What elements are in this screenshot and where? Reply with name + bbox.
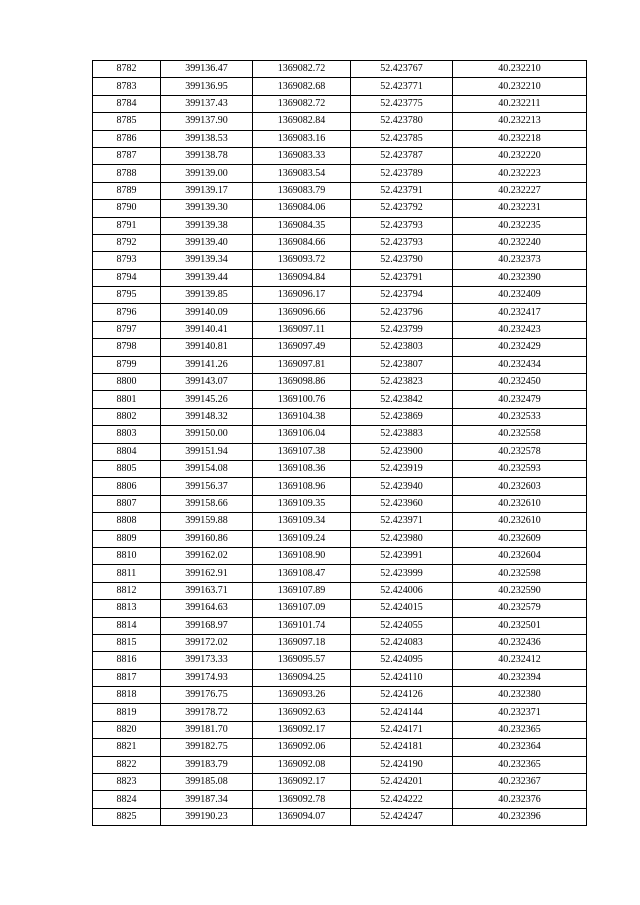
x-coordinate-cell: 399137.90 — [161, 113, 253, 130]
longitude-cell: 40.232434 — [453, 356, 587, 373]
latitude-cell: 52.423767 — [351, 61, 453, 78]
y-coordinate-cell: 1369107.38 — [253, 443, 351, 460]
longitude-cell: 40.232210 — [453, 61, 587, 78]
point-number-cell: 8789 — [93, 182, 161, 199]
x-coordinate-cell: 399140.41 — [161, 321, 253, 338]
y-coordinate-cell: 1369108.47 — [253, 565, 351, 582]
point-number-cell: 8793 — [93, 252, 161, 269]
y-coordinate-cell: 1369083.54 — [253, 165, 351, 182]
x-coordinate-cell: 399182.75 — [161, 739, 253, 756]
longitude-cell: 40.232365 — [453, 721, 587, 738]
x-coordinate-cell: 399173.33 — [161, 652, 253, 669]
latitude-cell: 52.423771 — [351, 78, 453, 95]
y-coordinate-cell: 1369100.76 — [253, 391, 351, 408]
table-row — [93, 774, 587, 791]
y-coordinate-cell: 1369095.57 — [253, 652, 351, 669]
y-coordinate-cell: 1369084.35 — [253, 217, 351, 234]
table-row — [93, 217, 587, 234]
x-coordinate-cell: 399151.94 — [161, 443, 253, 460]
x-coordinate-cell: 399141.26 — [161, 356, 253, 373]
x-coordinate-cell: 399136.95 — [161, 78, 253, 95]
latitude-cell: 52.423796 — [351, 304, 453, 321]
latitude-cell: 52.424190 — [351, 756, 453, 773]
point-number-cell: 8800 — [93, 374, 161, 391]
table-row — [93, 530, 587, 547]
x-coordinate-cell: 399183.79 — [161, 756, 253, 773]
table-row — [93, 304, 587, 321]
table-row — [93, 252, 587, 269]
table-row — [93, 95, 587, 112]
longitude-cell: 40.232240 — [453, 234, 587, 251]
point-number-cell: 8806 — [93, 478, 161, 495]
longitude-cell: 40.232213 — [453, 113, 587, 130]
point-number-cell: 8790 — [93, 200, 161, 217]
y-coordinate-cell: 1369083.16 — [253, 130, 351, 147]
x-coordinate-cell: 399139.85 — [161, 287, 253, 304]
point-number-cell: 8821 — [93, 739, 161, 756]
point-number-cell: 8794 — [93, 269, 161, 286]
point-number-cell: 8783 — [93, 78, 161, 95]
longitude-cell: 40.232598 — [453, 565, 587, 582]
latitude-cell: 52.423785 — [351, 130, 453, 147]
longitude-cell: 40.232231 — [453, 200, 587, 217]
x-coordinate-cell: 399143.07 — [161, 374, 253, 391]
x-coordinate-cell: 399154.08 — [161, 460, 253, 477]
y-coordinate-cell: 1369092.17 — [253, 721, 351, 738]
table-row — [93, 391, 587, 408]
y-coordinate-cell: 1369083.79 — [253, 182, 351, 199]
y-coordinate-cell: 1369092.78 — [253, 791, 351, 808]
y-coordinate-cell: 1369109.34 — [253, 513, 351, 530]
x-coordinate-cell: 399156.37 — [161, 478, 253, 495]
x-coordinate-cell: 399148.32 — [161, 408, 253, 425]
y-coordinate-cell: 1369096.66 — [253, 304, 351, 321]
coordinate-table-body — [93, 61, 587, 826]
x-coordinate-cell: 399139.30 — [161, 200, 253, 217]
longitude-cell: 40.232423 — [453, 321, 587, 338]
table-row — [93, 513, 587, 530]
table-row — [93, 600, 587, 617]
point-number-cell: 8814 — [93, 617, 161, 634]
latitude-cell: 52.423823 — [351, 374, 453, 391]
table-row — [93, 547, 587, 564]
latitude-cell: 52.423919 — [351, 460, 453, 477]
y-coordinate-cell: 1369108.96 — [253, 478, 351, 495]
latitude-cell: 52.423792 — [351, 200, 453, 217]
point-number-cell: 8810 — [93, 547, 161, 564]
longitude-cell: 40.232610 — [453, 495, 587, 512]
point-number-cell: 8808 — [93, 513, 161, 530]
y-coordinate-cell: 1369082.84 — [253, 113, 351, 130]
y-coordinate-cell: 1369084.66 — [253, 234, 351, 251]
x-coordinate-cell: 399145.26 — [161, 391, 253, 408]
point-number-cell: 8809 — [93, 530, 161, 547]
latitude-cell: 52.424095 — [351, 652, 453, 669]
y-coordinate-cell: 1369092.17 — [253, 774, 351, 791]
point-number-cell: 8811 — [93, 565, 161, 582]
latitude-cell: 52.423794 — [351, 287, 453, 304]
latitude-cell: 52.424171 — [351, 721, 453, 738]
point-number-cell: 8784 — [93, 95, 161, 112]
table-row — [93, 374, 587, 391]
longitude-cell: 40.232590 — [453, 582, 587, 599]
point-number-cell: 8804 — [93, 443, 161, 460]
point-number-cell: 8818 — [93, 687, 161, 704]
y-coordinate-cell: 1369092.06 — [253, 739, 351, 756]
longitude-cell: 40.232223 — [453, 165, 587, 182]
point-number-cell: 8816 — [93, 652, 161, 669]
x-coordinate-cell: 399160.86 — [161, 530, 253, 547]
latitude-cell: 52.423900 — [351, 443, 453, 460]
table-row — [93, 808, 587, 825]
table-row — [93, 687, 587, 704]
point-number-cell: 8792 — [93, 234, 161, 251]
x-coordinate-cell: 399139.38 — [161, 217, 253, 234]
y-coordinate-cell: 1369109.35 — [253, 495, 351, 512]
point-number-cell: 8813 — [93, 600, 161, 617]
x-coordinate-cell: 399174.93 — [161, 669, 253, 686]
longitude-cell: 40.232579 — [453, 600, 587, 617]
table-row — [93, 443, 587, 460]
table-row — [93, 339, 587, 356]
point-number-cell: 8791 — [93, 217, 161, 234]
latitude-cell: 52.423793 — [351, 217, 453, 234]
latitude-cell: 52.423999 — [351, 565, 453, 582]
longitude-cell: 40.232235 — [453, 217, 587, 234]
x-coordinate-cell: 399159.88 — [161, 513, 253, 530]
latitude-cell: 52.423940 — [351, 478, 453, 495]
latitude-cell: 52.423787 — [351, 147, 453, 164]
table-row — [93, 287, 587, 304]
longitude-cell: 40.232376 — [453, 791, 587, 808]
table-row — [93, 565, 587, 582]
latitude-cell: 52.423793 — [351, 234, 453, 251]
longitude-cell: 40.232394 — [453, 669, 587, 686]
y-coordinate-cell: 1369084.06 — [253, 200, 351, 217]
y-coordinate-cell: 1369096.17 — [253, 287, 351, 304]
longitude-cell: 40.232501 — [453, 617, 587, 634]
x-coordinate-cell: 399164.63 — [161, 600, 253, 617]
point-number-cell: 8815 — [93, 634, 161, 651]
point-number-cell: 8788 — [93, 165, 161, 182]
y-coordinate-cell: 1369094.84 — [253, 269, 351, 286]
point-number-cell: 8824 — [93, 791, 161, 808]
longitude-cell: 40.232610 — [453, 513, 587, 530]
point-number-cell: 8805 — [93, 460, 161, 477]
y-coordinate-cell: 1369092.63 — [253, 704, 351, 721]
longitude-cell: 40.232479 — [453, 391, 587, 408]
longitude-cell: 40.232412 — [453, 652, 587, 669]
point-number-cell: 8795 — [93, 287, 161, 304]
y-coordinate-cell: 1369093.72 — [253, 252, 351, 269]
table-row — [93, 426, 587, 443]
x-coordinate-cell: 399139.40 — [161, 234, 253, 251]
longitude-cell: 40.232558 — [453, 426, 587, 443]
longitude-cell: 40.232211 — [453, 95, 587, 112]
point-number-cell: 8797 — [93, 321, 161, 338]
latitude-cell: 52.423790 — [351, 252, 453, 269]
longitude-cell: 40.232417 — [453, 304, 587, 321]
y-coordinate-cell: 1369106.04 — [253, 426, 351, 443]
x-coordinate-cell: 399162.02 — [161, 547, 253, 564]
y-coordinate-cell: 1369094.07 — [253, 808, 351, 825]
latitude-cell: 52.424126 — [351, 687, 453, 704]
longitude-cell: 40.232367 — [453, 774, 587, 791]
table-row — [93, 408, 587, 425]
table-row — [93, 234, 587, 251]
table-row — [93, 182, 587, 199]
longitude-cell: 40.232604 — [453, 547, 587, 564]
y-coordinate-cell: 1369107.09 — [253, 600, 351, 617]
longitude-cell: 40.232390 — [453, 269, 587, 286]
x-coordinate-cell: 399139.34 — [161, 252, 253, 269]
latitude-cell: 52.424110 — [351, 669, 453, 686]
x-coordinate-cell: 399150.00 — [161, 426, 253, 443]
y-coordinate-cell: 1369097.11 — [253, 321, 351, 338]
coordinate-table — [92, 60, 587, 826]
point-number-cell: 8799 — [93, 356, 161, 373]
longitude-cell: 40.232227 — [453, 182, 587, 199]
latitude-cell: 52.424247 — [351, 808, 453, 825]
table-row — [93, 478, 587, 495]
x-coordinate-cell: 399137.43 — [161, 95, 253, 112]
y-coordinate-cell: 1369097.49 — [253, 339, 351, 356]
longitude-cell: 40.232396 — [453, 808, 587, 825]
table-row — [93, 147, 587, 164]
x-coordinate-cell: 399138.53 — [161, 130, 253, 147]
table-row — [93, 200, 587, 217]
point-number-cell: 8822 — [93, 756, 161, 773]
table-row — [93, 634, 587, 651]
table-row — [93, 269, 587, 286]
latitude-cell: 52.423971 — [351, 513, 453, 530]
point-number-cell: 8825 — [93, 808, 161, 825]
table-row — [93, 669, 587, 686]
y-coordinate-cell: 1369082.72 — [253, 61, 351, 78]
latitude-cell: 52.423780 — [351, 113, 453, 130]
y-coordinate-cell: 1369094.25 — [253, 669, 351, 686]
y-coordinate-cell: 1369104.38 — [253, 408, 351, 425]
y-coordinate-cell: 1369108.36 — [253, 460, 351, 477]
x-coordinate-cell: 399140.09 — [161, 304, 253, 321]
y-coordinate-cell: 1369109.24 — [253, 530, 351, 547]
x-coordinate-cell: 399158.66 — [161, 495, 253, 512]
table-row — [93, 617, 587, 634]
x-coordinate-cell: 399163.71 — [161, 582, 253, 599]
latitude-cell: 52.424015 — [351, 600, 453, 617]
point-number-cell: 8812 — [93, 582, 161, 599]
longitude-cell: 40.232436 — [453, 634, 587, 651]
table-row — [93, 321, 587, 338]
x-coordinate-cell: 399138.78 — [161, 147, 253, 164]
longitude-cell: 40.232429 — [453, 339, 587, 356]
longitude-cell: 40.232450 — [453, 374, 587, 391]
latitude-cell: 52.423803 — [351, 339, 453, 356]
table-row — [93, 165, 587, 182]
table-row — [93, 460, 587, 477]
table-row — [93, 791, 587, 808]
y-coordinate-cell: 1369108.90 — [253, 547, 351, 564]
latitude-cell: 52.423960 — [351, 495, 453, 512]
longitude-cell: 40.232371 — [453, 704, 587, 721]
longitude-cell: 40.232365 — [453, 756, 587, 773]
x-coordinate-cell: 399185.08 — [161, 774, 253, 791]
point-number-cell: 8807 — [93, 495, 161, 512]
y-coordinate-cell: 1369101.74 — [253, 617, 351, 634]
y-coordinate-cell: 1369093.26 — [253, 687, 351, 704]
point-number-cell: 8782 — [93, 61, 161, 78]
x-coordinate-cell: 399187.34 — [161, 791, 253, 808]
latitude-cell: 52.424222 — [351, 791, 453, 808]
y-coordinate-cell: 1369092.08 — [253, 756, 351, 773]
latitude-cell: 52.424006 — [351, 582, 453, 599]
x-coordinate-cell: 399139.00 — [161, 165, 253, 182]
latitude-cell: 52.423799 — [351, 321, 453, 338]
longitude-cell: 40.232218 — [453, 130, 587, 147]
y-coordinate-cell: 1369083.33 — [253, 147, 351, 164]
latitude-cell: 52.423789 — [351, 165, 453, 182]
longitude-cell: 40.232609 — [453, 530, 587, 547]
longitude-cell: 40.232593 — [453, 460, 587, 477]
x-coordinate-cell: 399190.23 — [161, 808, 253, 825]
longitude-cell: 40.232578 — [453, 443, 587, 460]
x-coordinate-cell: 399139.44 — [161, 269, 253, 286]
point-number-cell: 8785 — [93, 113, 161, 130]
latitude-cell: 52.424083 — [351, 634, 453, 651]
y-coordinate-cell: 1369082.72 — [253, 95, 351, 112]
point-number-cell: 8801 — [93, 391, 161, 408]
longitude-cell: 40.232533 — [453, 408, 587, 425]
longitude-cell: 40.232603 — [453, 478, 587, 495]
table-row — [93, 756, 587, 773]
longitude-cell: 40.232380 — [453, 687, 587, 704]
latitude-cell: 52.423883 — [351, 426, 453, 443]
x-coordinate-cell: 399136.47 — [161, 61, 253, 78]
latitude-cell: 52.423869 — [351, 408, 453, 425]
table-row — [93, 130, 587, 147]
table-row — [93, 78, 587, 95]
latitude-cell: 52.423991 — [351, 547, 453, 564]
y-coordinate-cell: 1369097.81 — [253, 356, 351, 373]
latitude-cell: 52.423980 — [351, 530, 453, 547]
table-row — [93, 113, 587, 130]
longitude-cell: 40.232210 — [453, 78, 587, 95]
point-number-cell: 8798 — [93, 339, 161, 356]
x-coordinate-cell: 399176.75 — [161, 687, 253, 704]
point-number-cell: 8803 — [93, 426, 161, 443]
point-number-cell: 8787 — [93, 147, 161, 164]
latitude-cell: 52.423842 — [351, 391, 453, 408]
latitude-cell: 52.423807 — [351, 356, 453, 373]
y-coordinate-cell: 1369107.89 — [253, 582, 351, 599]
x-coordinate-cell: 399140.81 — [161, 339, 253, 356]
table-row — [93, 652, 587, 669]
table-row — [93, 356, 587, 373]
longitude-cell: 40.232364 — [453, 739, 587, 756]
x-coordinate-cell: 399178.72 — [161, 704, 253, 721]
x-coordinate-cell: 399172.02 — [161, 634, 253, 651]
point-number-cell: 8786 — [93, 130, 161, 147]
table-row — [93, 61, 587, 78]
table-row — [93, 739, 587, 756]
x-coordinate-cell: 399139.17 — [161, 182, 253, 199]
longitude-cell: 40.232220 — [453, 147, 587, 164]
point-number-cell: 8823 — [93, 774, 161, 791]
latitude-cell: 52.423791 — [351, 182, 453, 199]
latitude-cell: 52.423791 — [351, 269, 453, 286]
point-number-cell: 8817 — [93, 669, 161, 686]
y-coordinate-cell: 1369097.18 — [253, 634, 351, 651]
x-coordinate-cell: 399181.70 — [161, 721, 253, 738]
point-number-cell: 8796 — [93, 304, 161, 321]
x-coordinate-cell: 399162.91 — [161, 565, 253, 582]
latitude-cell: 52.424055 — [351, 617, 453, 634]
longitude-cell: 40.232409 — [453, 287, 587, 304]
y-coordinate-cell: 1369082.68 — [253, 78, 351, 95]
x-coordinate-cell: 399168.97 — [161, 617, 253, 634]
table-row — [93, 582, 587, 599]
longitude-cell: 40.232373 — [453, 252, 587, 269]
table-row — [93, 704, 587, 721]
latitude-cell: 52.424144 — [351, 704, 453, 721]
y-coordinate-cell: 1369098.86 — [253, 374, 351, 391]
point-number-cell: 8820 — [93, 721, 161, 738]
table-row — [93, 495, 587, 512]
latitude-cell: 52.424201 — [351, 774, 453, 791]
latitude-cell: 52.424181 — [351, 739, 453, 756]
table-row — [93, 721, 587, 738]
latitude-cell: 52.423775 — [351, 95, 453, 112]
point-number-cell: 8819 — [93, 704, 161, 721]
point-number-cell: 8802 — [93, 408, 161, 425]
